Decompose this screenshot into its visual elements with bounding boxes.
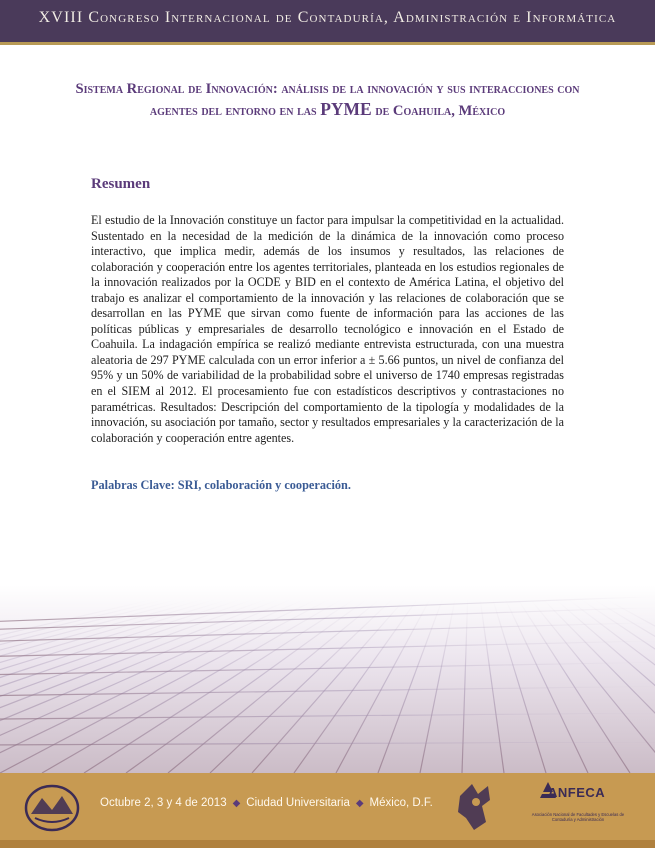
- anfeca-name: ANFECA: [548, 785, 606, 800]
- conference-title: XVIII Congreso Internacional de Contaduría, Administración e Informática: [38, 9, 617, 26]
- unam-logo: [17, 780, 87, 834]
- footer-dates: Octubre 2, 3 y 4 de 2013: [100, 797, 227, 809]
- footer-event-info: [100, 797, 433, 809]
- keywords: Palabras Clave: SRI, colaboración y cooperación.: [91, 478, 351, 492]
- footer-bottom-strip: [0, 840, 655, 848]
- paper-title-part2: de Coahuila, México: [371, 103, 506, 119]
- paper-title-pyme: PYME: [320, 99, 372, 119]
- separator-dot-icon: ◆: [355, 798, 364, 809]
- abstract-heading: Resumen: [91, 176, 151, 192]
- separator-dot-icon: ◆: [232, 798, 241, 809]
- paper-title: [70, 79, 585, 121]
- decorative-floor-pattern: [0, 585, 655, 773]
- eagle-emblem-icon: [452, 778, 498, 834]
- paper-title-part1: Sistema Regional de Innovación: análisis de la innovación y sus interacciones con agentes del entorno en las: [75, 81, 580, 119]
- header-divider: [0, 42, 655, 45]
- footer-city: México, D.F.: [369, 797, 433, 809]
- footer-venue: Ciudad Universitaria: [246, 797, 350, 809]
- abstract-body: El estudio de la Innovación constituye un factor para impulsar la competitividad en la actualidad. Sustentado en la necesidad de la medición de la dinámica de la innovación como proceso interactivo, que implica medir, además de los insumos y resultados, las relaciones de colaboración y cooperación entre los agentes territoriales, planteada en los estudios regionales de la innovación realizados por la OCDE y BID en el contexto de América Latina, el objetivo del trabajo es analizar el comportamiento de la innovación y las relaciones de colaboración que se desarrollan en las PYME que sirvan como fuente de información para las acciones de las políticas públicas y empresariales de desarrollo tecnológico e innovación en el Estado de Coahuila. La indagación empírica se realizó mediante entrevista estructurada, con una muestra aleatoria de 297 PYME calculada con un error inferior a ± 5.66 puntos, un nivel de confianza del 95% y un 50% de variabilidad de la probabilidad sobre el universo de 1740 empresas registradas en el SIEM al 2012. El procesamiento fue con estadísticos descriptivos y contrastaciones no paramétricas. Resultados: Descripción del comportamiento de la tipología y modalidades de la innovación, su asociación por tamaño, sector y resultados empresariales y la caracterización de la colaboración y cooperación entre agentes.: [91, 213, 564, 445]
- anfeca-full-name: Asociación Nacional de Facultades y Escuelas de Contaduría y Administración: [531, 812, 625, 822]
